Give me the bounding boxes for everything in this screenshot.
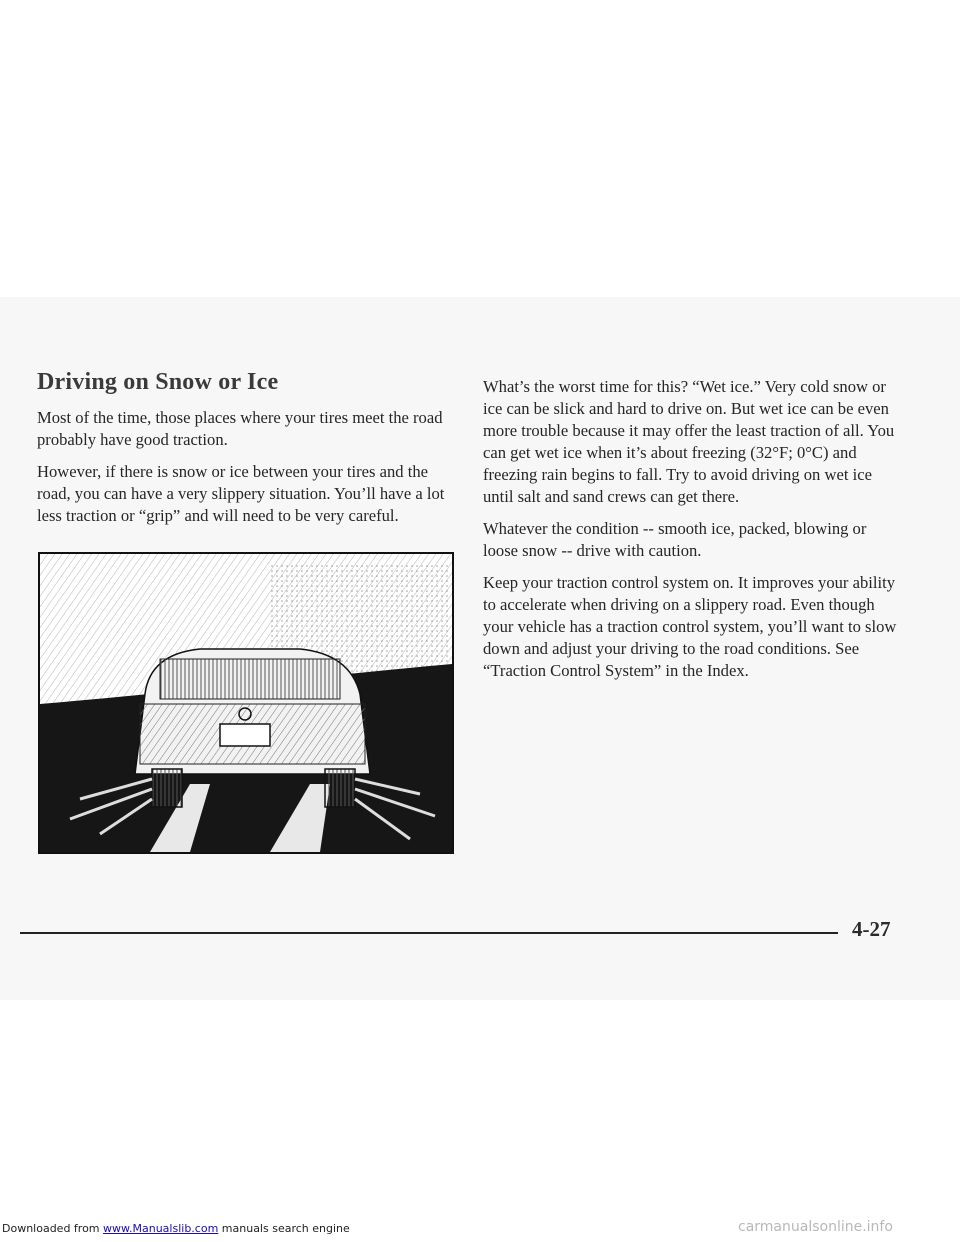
paragraph: Most of the time, those places where your tires meet the road probably have good traction. xyxy=(37,408,443,449)
car-on-ice-illustration xyxy=(38,552,454,854)
download-footer xyxy=(2,1222,350,1235)
right-column xyxy=(483,376,903,692)
page-number: 4-27 xyxy=(852,917,891,941)
paragraph: However, if there is snow or ice between your tires and the road, you can have a very slippery situation. You’ll have a lot less traction or “grip” and will need to be very careful. xyxy=(37,462,445,525)
left-column xyxy=(37,407,457,537)
footer-prefix: Downloaded from xyxy=(2,1222,100,1235)
watermark: carmanualsonline.info xyxy=(738,1219,893,1235)
paragraph: What’s the worst time for this? “Wet ice.” Very cold snow or ice can be slick and hard to drive on. But wet ice can be even more trouble because it may offer the least traction of all. You can get wet ice when it’s about freezing (32°F; 0°C) and freezing rain begins to fall. Try to avoid driving on wet ice until salt and sand crews can get there. xyxy=(483,377,895,506)
manualslib-link[interactable]: www.Manualslib.com xyxy=(103,1222,219,1235)
paragraph: Keep your traction control system on. It improves your ability to accelerate when driving on a slippery road. Even though your vehicle has a traction control system, you’ll want to slow down and adjust your driving to the road conditions. See “Traction Control System” in the Index. xyxy=(483,573,897,680)
footer-suffix: manuals search engine xyxy=(221,1222,350,1235)
paragraph: Whatever the condition -- smooth ice, packed, blowing or loose snow -- drive with caution. xyxy=(483,519,867,560)
footer-rule xyxy=(20,932,838,934)
section-heading: Driving on Snow or Ice xyxy=(37,369,279,395)
